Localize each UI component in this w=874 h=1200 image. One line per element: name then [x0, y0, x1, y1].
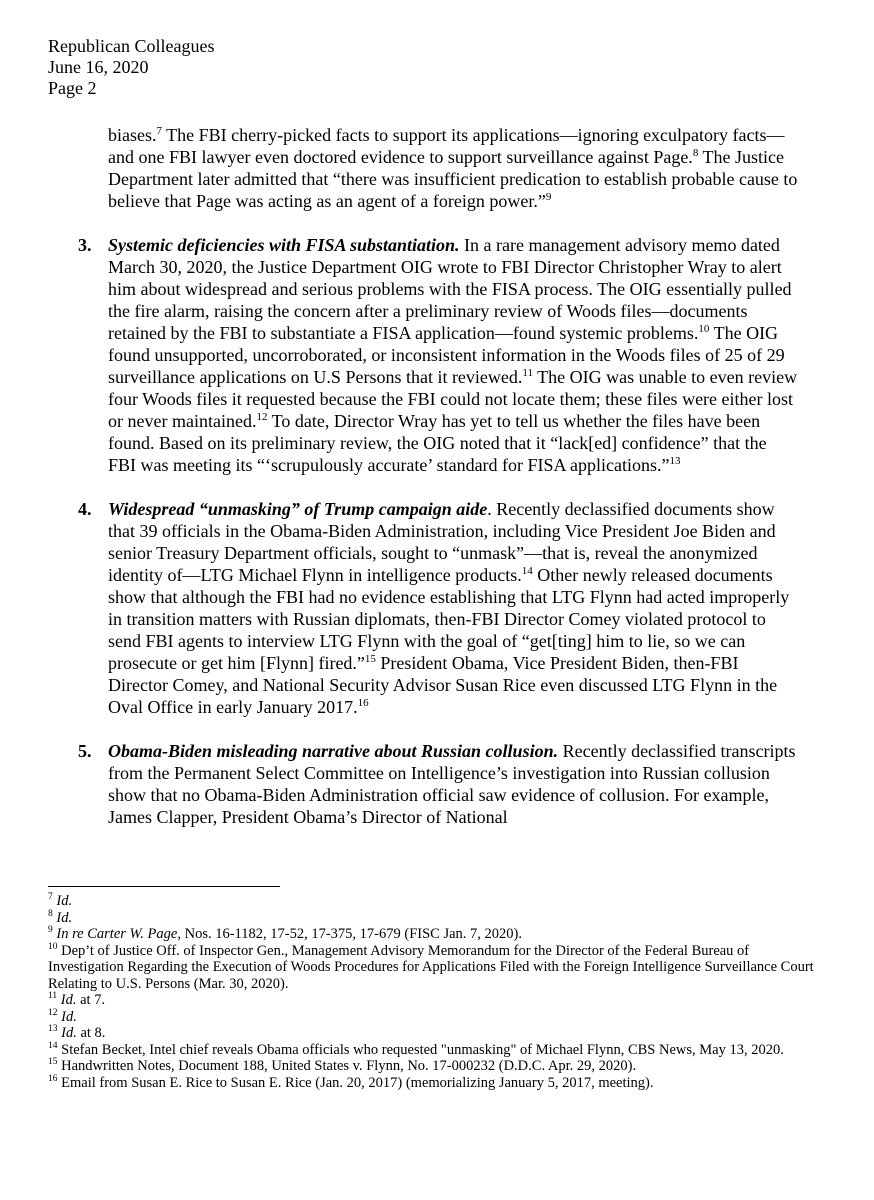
item-paragraph: [108, 498, 798, 718]
footnote-ref: 14: [521, 565, 533, 577]
item-heading: Obama-Biden misleading narrative about Russian collusion.: [108, 741, 559, 761]
footnote-number: 7: [48, 892, 53, 903]
footnote-text: at 8.: [76, 1025, 106, 1041]
list-item: [78, 234, 798, 476]
item-text: The OIG was unable to even review four Woods files it requested because the FBI could not locate them; these files were either lost or never maintained.: [108, 367, 798, 431]
footnote: [48, 1025, 826, 1042]
footnote-number: 11: [48, 991, 58, 1002]
item-heading: Systemic deficiencies with FISA substantiation.: [108, 235, 460, 255]
footnote-ref: 12: [256, 411, 268, 423]
footnote-text: Stefan Becket, Intel chief reveals Obama officials who requested "unmasking" of Michael Flynn, CBS News, May 13, 2020.: [61, 1041, 784, 1058]
item-paragraph: [108, 234, 798, 476]
footnote-ref: 16: [357, 697, 369, 709]
footnote-text: , Nos. 16-1182, 17-52, 17-375, 17-679 (FISC Jan. 7, 2020).: [177, 926, 522, 942]
header-recipient: Republican Colleagues: [48, 36, 215, 56]
footnote-ref: 13: [669, 455, 681, 467]
footnote-number: 16: [48, 1073, 58, 1084]
footnote-ref: 11: [522, 367, 533, 379]
continuation-text: The Justice Department later admitted that “there was insufficient predication to establish probable cause to believe that Page was acting as an agent of a foreign power.”: [108, 147, 798, 211]
footnote-number: 12: [48, 1007, 58, 1018]
footnote-ref: 15: [364, 653, 376, 665]
item-number: 4.: [78, 499, 92, 519]
footnotes: [48, 893, 826, 1091]
footnote-number: 13: [48, 1024, 58, 1035]
item-text: . Recently declassified documents show that 39 officials in the Obama-Biden Administration, including Vice President Joe Biden and senior Treasury Department officials, sought to “unmask”—that is, reveal the anonymized identity of—LTG Michael Flynn in intelligence products.: [108, 499, 776, 585]
item-heading: Widespread “unmasking” of Trump campaign aide: [108, 499, 488, 519]
item-text: Recently declassified transcripts from the Permanent Select Committee on Intelligence’s investigation into Russian collusion show that no Obama-Biden Administration official saw evidence of collusion. For example, James Clapper, President Obama’s Director of National: [108, 741, 796, 827]
footnote-number: 9: [48, 925, 53, 936]
item-text: President Obama, Vice President Biden, then-FBI Director Comey, and National Security Advisor Susan Rice even discussed LTG Flynn in the Oval Office in early January 2017.: [108, 653, 778, 717]
footnote-number: 14: [48, 1040, 58, 1051]
footnote-citation: Id.: [60, 992, 77, 1008]
header-date: June 16, 2020: [48, 57, 149, 77]
footnote: [48, 1009, 826, 1026]
footnote-text: at 7.: [76, 992, 106, 1008]
footnote-ref: 7: [156, 125, 162, 137]
footnote-text: Handwritten Notes, Document 188, United States v. Flynn, No. 17-000232 (D.D.C. Apr. 29, 2020).: [61, 1058, 637, 1074]
footnote-ref: 8: [692, 147, 699, 159]
list-item: [78, 740, 798, 828]
header-page-number: Page 2: [48, 78, 97, 98]
item-paragraph: [108, 740, 798, 828]
footnote-citation: In re Carter W. Page: [56, 926, 178, 942]
footnote-number: 15: [48, 1057, 58, 1068]
footnote: [48, 992, 826, 1009]
footnote-citation: Id.: [61, 1008, 77, 1025]
item-number: 5.: [78, 741, 92, 761]
continuation-text: biases.: [108, 125, 157, 145]
item-number: 3.: [78, 235, 92, 255]
footnote: [48, 1058, 826, 1075]
footnote: [48, 893, 826, 910]
footnote: [48, 1075, 826, 1092]
footnote: [48, 943, 826, 993]
footnote-divider: [48, 886, 280, 887]
footnote-text: Dep’t of Justice Off. of Inspector Gen., Management Advisory Memorandum for the Director of the Federal Bureau of Investigation Regarding the Execution of Woods Procedures for Applications Filed with the Foreign Intelligence Surveillance Court Relating to U.S. Persons (Mar. 30, 2020).: [48, 942, 814, 992]
footnote: [48, 926, 826, 943]
footnote-ref: 10: [698, 323, 710, 335]
footnote: [48, 1042, 826, 1059]
continuation-paragraph: [108, 124, 798, 212]
letter-body: [78, 124, 798, 828]
footnote-number: 8: [48, 908, 53, 919]
footnote: [48, 910, 826, 927]
footnote-citation: Id.: [56, 893, 73, 909]
letter-header: [48, 36, 214, 99]
item-text: The OIG found unsupported, uncorroborated, or inconsistent information in the Woods files of 25 of 29 surveillance applications on U.S Persons that it reviewed.: [108, 323, 785, 387]
item-text: Other newly released documents show that although the FBI had no evidence establishing that LTG Flynn had acted improperly in transition matters with Russian diplomats, then-FBI Director Comey violated protocol to send FBI agents to interview LTG Flynn with the goal of “get[ting] him to lie, so we can prosecute or get him [Flynn] fired.”: [108, 565, 790, 673]
footnote-citation: Id.: [56, 909, 73, 926]
footnote-ref: 9: [545, 191, 552, 203]
continuation-text: The FBI cherry-picked facts to support its applications—ignoring exculpatory facts—and one FBI lawyer even doctored evidence to support surveillance against Page.: [108, 125, 785, 167]
list-item: [78, 498, 798, 718]
item-text: In a rare management advisory memo dated March 30, 2020, the Justice Department OIG wrote to FBI Director Christopher Wray to alert him about widespread and serious problems with the FISA process. The OIG essentially pulled the fire alarm, raising the concern after a preliminary review of Woods files—documents retained by the FBI to substantiate a FISA application—found systemic problems.: [108, 235, 792, 343]
footnote-citation: Id.: [61, 1025, 77, 1041]
item-text: To date, Director Wray has yet to tell us whether the files have been found. Based on its preliminary review, the OIG noted that it “lack[ed] confidence” that the FBI was meeting its “‘scrupulously accurate’ standard for FISA applications.”: [108, 411, 767, 475]
footnote-number: 10: [48, 941, 58, 952]
footnote-text: Email from Susan E. Rice to Susan E. Rice (Jan. 20, 2017) (memorializing January 5, 2017, meeting).: [61, 1074, 654, 1091]
